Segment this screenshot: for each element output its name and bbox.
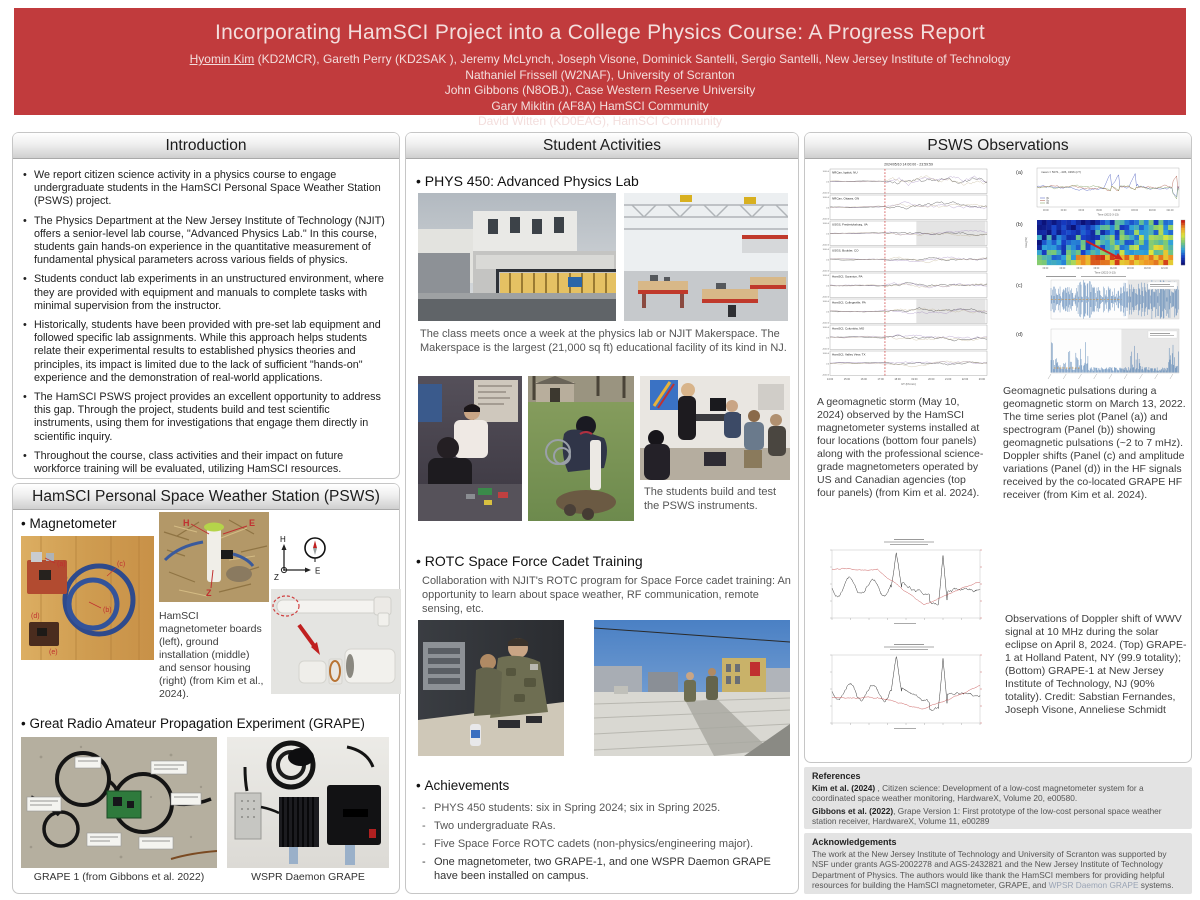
acknowledgements-text bbox=[812, 849, 1184, 890]
achievement-item: - Five Space Force ROTC cadets (non-physics/engineering major). bbox=[420, 837, 792, 851]
reference-text: , Grape Version 1: First prototype of the low-cost personal space weather station receiver, HardwareX, Volume 11, e00289 bbox=[812, 805, 1162, 826]
intro-bullet: • Throughout the course, class activities and their impact on future workforce training will be evaluated, utilizing HamSCI resources. bbox=[23, 450, 391, 476]
svg-text:-1000.0: -1000.0 bbox=[821, 270, 829, 273]
svg-text:03:00: 03:00 bbox=[1060, 210, 1067, 212]
svg-text:23:00: 23:00 bbox=[978, 378, 986, 381]
svg-text:(c): (c) bbox=[1016, 283, 1023, 289]
references-box bbox=[804, 767, 1192, 829]
svg-text:1000.0: 1000.0 bbox=[822, 197, 829, 199]
svg-text:0.0: 0.0 bbox=[826, 207, 829, 210]
achievement-item: - PHYS 450 students: six in Spring 2024; six in Spring 2025. bbox=[420, 801, 792, 815]
wwv-doppler-chart-holland-patent bbox=[819, 536, 989, 628]
magnetometer-caption: HamSCI magnetometer boards (left), ground installation (middle) and sensor housing (right) (from Kim et al., 2024). bbox=[159, 610, 264, 700]
pulsation-caption: Geomagnetic pulsations during a geomagnetic storm on March 13, 2022. The time series plot (Panel (a)) and spectrogram (Panel (b)) showing geomagnetic pulsations (~2 to 7 mHz). Doppler shifts (Panel (c) and amplitude variations (Panel (d)) in the HF signals received by the co-located GRAPE HF receiver (from Kim et al. 2024). bbox=[1003, 385, 1186, 501]
svg-text:0.0: 0.0 bbox=[826, 311, 829, 314]
svg-text:015:00: 015:00 bbox=[1127, 268, 1134, 270]
introduction-section bbox=[12, 132, 400, 479]
svg-text:NRCan, Iqaluit, NU: NRCan, Iqaluit, NU bbox=[832, 170, 858, 175]
svg-text:03:00: 03:00 bbox=[1059, 268, 1066, 270]
svg-text:09:00: 09:00 bbox=[1096, 210, 1102, 212]
svg-text:E: E bbox=[249, 518, 256, 528]
svg-text:0.0: 0.0 bbox=[826, 337, 829, 340]
svg-text:(a): (a) bbox=[57, 561, 66, 568]
photo-sensor-housing bbox=[271, 589, 401, 694]
ack-link-text: WPSR Daemon GRAPE bbox=[1048, 879, 1139, 890]
svg-text:012:00: 012:00 bbox=[1110, 268, 1117, 270]
svg-text:00:00: 00:00 bbox=[1042, 268, 1049, 270]
psws-section bbox=[12, 483, 400, 894]
svg-text:-1000.0: -1000.0 bbox=[821, 218, 829, 221]
storm-caption: A geomagnetic storm (May 10, 2024) observed by the HamSCI magnetometer systems installed at four locations (bottom four panels) along with the professional science-grade magnetometers operated by US and Canadian agencies (top four panels) (from Kim et al. 2024). bbox=[817, 396, 984, 499]
psws-header: HamSCI Personal Space Weather Station (PSWS) bbox=[13, 484, 399, 510]
ack-text-1: The work at the New Jersey Institute of Technology and University of Scranton was supported by NSF under grants AGS-2002278 and AGS-2432821 and the New Jersey Institute of Technology Department of Physics. The authors would like thank the HamSCI members for providing helpful resources for building the HamSCI magnetometer, GRAPE, and bbox=[812, 849, 1167, 890]
intro-bullet: • Students conduct lab experiments in an unstructured environment, where they are provided with equipment and manuals to complete tasks with minimal supervision from the instructor. bbox=[23, 273, 391, 313]
svg-text:018:00: 018:00 bbox=[1144, 268, 1151, 270]
svg-text:-1000.0: -1000.0 bbox=[821, 374, 829, 377]
svg-text:HamSCI, Scranton, PA: HamSCI, Scranton, PA bbox=[832, 274, 863, 279]
svg-text:06:00: 06:00 bbox=[1078, 210, 1085, 212]
svg-text:UT (hh:mm): UT (hh:mm) bbox=[901, 383, 916, 386]
acknowledgements-title: Acknowledgements bbox=[812, 837, 897, 847]
svg-text:(d): (d) bbox=[1016, 332, 1023, 338]
photo-makerspace bbox=[624, 193, 788, 321]
svg-text:19:00: 19:00 bbox=[911, 378, 918, 381]
svg-text:0.0: 0.0 bbox=[826, 285, 829, 288]
reference-item bbox=[812, 806, 1184, 827]
svg-text:1000.0: 1000.0 bbox=[822, 327, 829, 329]
reference-authors: Kim et al. (2024) bbox=[812, 783, 876, 793]
introduction-bullets bbox=[23, 169, 391, 476]
svg-text:1000.0: 1000.0 bbox=[822, 249, 829, 251]
svg-text:0.0: 0.0 bbox=[826, 363, 829, 366]
svg-text:(c): (c) bbox=[117, 561, 126, 568]
svg-text:0.0: 0.0 bbox=[826, 259, 829, 262]
svg-text:Z: Z bbox=[206, 588, 212, 598]
svg-text:021:00: 021:00 bbox=[1166, 210, 1174, 212]
svg-text:1000.0: 1000.0 bbox=[822, 275, 829, 277]
svg-text:0.0: 0.0 bbox=[826, 181, 829, 184]
svg-text:0.0: 0.0 bbox=[826, 233, 829, 236]
introduction-header: Introduction bbox=[13, 133, 399, 159]
makerspace-caption: The class meets once a week at the physics lab or NJIT Makerspace. The Makerspace is the largest (21,000 sq ft) educational facility of its kind in NJ. bbox=[420, 328, 787, 354]
svg-text:20:00: 20:00 bbox=[928, 378, 935, 381]
author-line-2: Nathaniel Frissell (W2NAF), University of Scranton bbox=[465, 67, 735, 82]
achievement-item: - Two undergraduate RAs. bbox=[420, 819, 792, 833]
psws-observations-section bbox=[804, 132, 1192, 763]
wspr-caption: WSPR Daemon GRAPE bbox=[251, 871, 365, 883]
svg-text:Bz: Bz bbox=[1046, 203, 1050, 205]
author-block bbox=[14, 52, 1186, 130]
grape-label: • Great Radio Amateur Propagation Experiment (GRAPE) bbox=[21, 716, 365, 731]
rotc-text: Collaboration with NJIT's ROTC program for Space Force cadet training: An opportunity to learn about space weather, RF communication, remote sensing, etc. bbox=[422, 575, 791, 615]
title-banner bbox=[14, 8, 1186, 128]
svg-text:012:00: 012:00 bbox=[1113, 210, 1121, 212]
svg-text:1000.0: 1000.0 bbox=[822, 301, 829, 303]
svg-text:Freq (Hz): Freq (Hz) bbox=[1025, 237, 1028, 248]
svg-text:Bx: Bx bbox=[1046, 198, 1050, 200]
svg-text:HamSCI, Collegeville, PA: HamSCI, Collegeville, PA bbox=[832, 300, 866, 305]
svg-text:22:00: 22:00 bbox=[961, 378, 969, 381]
svg-text:018:00: 018:00 bbox=[1148, 210, 1156, 212]
svg-text:(b): (b) bbox=[1016, 222, 1023, 228]
axis-z-label: Z bbox=[274, 573, 279, 582]
reference-item bbox=[812, 783, 1184, 804]
svg-text:mean = 5071, -436, 4396 (nT): mean = 5071, -436, 4396 (nT) bbox=[1041, 170, 1081, 174]
svg-text:Time (2022-3-13): Time (2022-3-13) bbox=[1097, 213, 1119, 217]
achievements-label: • Achievements bbox=[416, 778, 509, 793]
svg-text:(e): (e) bbox=[49, 649, 58, 656]
intro-bullet: • The HamSCI PSWS project provides an excellent opportunity to address this gap. Through the project, students build and test scientific instruments, using them for investigations that engage them directly in scientific inquiry. bbox=[23, 391, 391, 444]
psws-observations-header: PSWS Observations bbox=[805, 133, 1191, 159]
achievement-item: - One magnetometer, two GRAPE-1, and one WSPR Daemon GRAPE have been installed on campus. bbox=[420, 855, 792, 883]
photo-students-lab-bench bbox=[418, 376, 522, 521]
svg-text:(a): (a) bbox=[1016, 170, 1023, 176]
magnetometer-label: • Magnetometer bbox=[21, 516, 117, 531]
photo-wspr-daemon bbox=[227, 737, 389, 868]
achievements-list bbox=[420, 801, 792, 887]
svg-text:021:00: 021:00 bbox=[1161, 268, 1168, 270]
axis-e-label: E bbox=[315, 566, 321, 576]
svg-text:(d): (d) bbox=[31, 613, 40, 620]
svg-text:18:00: 18:00 bbox=[894, 378, 901, 381]
svg-text:015:00: 015:00 bbox=[1131, 210, 1139, 212]
ack-text-2: systems. bbox=[1138, 879, 1174, 890]
svg-text:00:00: 00:00 bbox=[1043, 210, 1049, 212]
rotc-label: • ROTC Space Force Cadet Training bbox=[416, 553, 643, 569]
svg-text:H: H bbox=[183, 518, 190, 528]
photo-rotc-lab bbox=[418, 620, 564, 756]
author-name-underlined: Hyomin Kim bbox=[189, 52, 255, 66]
axes-diagram bbox=[271, 532, 333, 584]
student-activities-header: Student Activities bbox=[406, 133, 798, 159]
svg-text:-1000.0: -1000.0 bbox=[821, 296, 829, 299]
photo-student-field-install bbox=[528, 376, 634, 521]
photo-njit-building bbox=[418, 193, 616, 321]
svg-text:-1000.0: -1000.0 bbox=[821, 322, 829, 325]
svg-text:HamSCI, Valley View, TX: HamSCI, Valley View, TX bbox=[832, 352, 866, 357]
svg-text:-1000.0: -1000.0 bbox=[821, 192, 829, 195]
author-line-5: David Witten (KD0EAG), HamSCI Community bbox=[477, 114, 723, 128]
grape1-caption: GRAPE 1 (from Gibbons et al. 2022) bbox=[33, 871, 205, 883]
svg-text:1000.0: 1000.0 bbox=[822, 353, 829, 355]
pulsation-figure bbox=[1001, 161, 1191, 383]
svg-text:06:00: 06:00 bbox=[1076, 268, 1083, 270]
author-line-3: John Gibbons (N8OBJ), Case Western Reserve University bbox=[444, 83, 756, 97]
photo-magnetometer-boards bbox=[21, 536, 154, 660]
student-activities-section bbox=[405, 132, 799, 894]
svg-text:-1000.0: -1000.0 bbox=[821, 348, 829, 351]
svg-text:-1000.0: -1000.0 bbox=[821, 244, 829, 247]
svg-text:Time (2022-3-13): Time (2022-3-13) bbox=[1094, 271, 1116, 275]
acknowledgements-box bbox=[804, 833, 1192, 894]
svg-text:09:00: 09:00 bbox=[1093, 268, 1100, 270]
svg-text:NRCan, Ottawa, ON: NRCan, Ottawa, ON bbox=[832, 196, 860, 201]
svg-text:17:00: 17:00 bbox=[877, 378, 884, 381]
intro-bullet: • The Physics Department at the New Jersey Institute of Technology (NJIT) offers a senior-level lab course, "Advanced Physics Lab." In this course, students gain hands-on experience in the quantitative measurement of fundamental physical parameters across various fields of physics. bbox=[23, 215, 391, 268]
photo-ground-installation bbox=[159, 512, 269, 602]
wwv-doppler-chart-njit bbox=[819, 641, 989, 735]
svg-text:By: By bbox=[1046, 200, 1050, 203]
phys450-label: • PHYS 450: Advanced Physics Lab bbox=[416, 173, 639, 189]
author-line-4: Gary Mikitin (AF8A) HamSCI Community bbox=[491, 98, 709, 113]
photo-rotc-rooftop bbox=[594, 620, 790, 756]
build-caption: The students build and test the PSWS instruments. bbox=[644, 486, 777, 512]
svg-text:HamSCI, Columbia, MO: HamSCI, Columbia, MO bbox=[832, 326, 865, 331]
magnetometer-storm-chart bbox=[815, 161, 991, 391]
svg-text:(b): (b) bbox=[103, 607, 112, 614]
eclipse-caption: Observations of Doppler shift of WWV signal at 10 MHz during the solar eclipse on April 8, 2024. (Top) GRAPE-1 at Holland Patent, NY (99.9 totality); (Bottom) GRAPE-1 at New Jersey Institute of Technology, NJ (90% totality). Credit: Sabstian Fernandes, Joseph Visone, Anneliese Schmidt bbox=[1005, 613, 1187, 716]
intro-bullet: • We report citizen science activity in a physics course to engage undergraduate students in the HamSCI Personal Space Weather Station (PSWS) project. bbox=[23, 169, 391, 209]
author-line-1-rest: (KD2MCR), Gareth Perry (KD2SAK ), Jeremy McLynch, Joseph Visone, Dominick Santelli, Sergio Santelli, New Jersey Institute of Technology bbox=[254, 52, 1011, 66]
poster-title: Incorporating HamSCI Project into a College Physics Course: A Progress Report bbox=[214, 21, 986, 44]
svg-text:USGS, Fredericksburg, VA: USGS, Fredericksburg, VA bbox=[832, 222, 868, 227]
svg-text:USGS, Boulder, CO: USGS, Boulder, CO bbox=[832, 248, 859, 253]
author-line-1 bbox=[14, 52, 1186, 68]
reference-authors: Gibbons et al. (2022) bbox=[812, 805, 894, 816]
svg-text:21:00: 21:00 bbox=[945, 378, 952, 381]
svg-text:15:00: 15:00 bbox=[843, 378, 851, 381]
references-title: References bbox=[812, 771, 861, 781]
intro-bullet: • Historically, students have been provided with pre-set lab equipment and followed specific lab assignments. While this approach helps students relate their experimental results to established physics theories and principles, its impact is limited due to the lack of sufficient "hands-on" experience and the demonstration of real-world applications. bbox=[23, 319, 391, 385]
svg-text:16:00: 16:00 bbox=[860, 378, 867, 381]
photo-grape1 bbox=[21, 737, 217, 868]
photo-students-classroom bbox=[640, 376, 790, 480]
axis-h-label: H bbox=[280, 535, 286, 544]
reference-text: , Citizen science: Development of a low-cost magnetometer system for a coordinated space weather monitoring, HardwareX, Volume 20, e00580. bbox=[812, 783, 1144, 804]
svg-text:1000.0: 1000.0 bbox=[822, 223, 829, 225]
svg-text:1000.0: 1000.0 bbox=[822, 171, 829, 173]
svg-text:2024/05/10 14:00:00 - 23:59:59: 2024/05/10 14:00:00 - 23:59:59 bbox=[884, 162, 933, 167]
svg-text:14:00: 14:00 bbox=[826, 378, 834, 381]
